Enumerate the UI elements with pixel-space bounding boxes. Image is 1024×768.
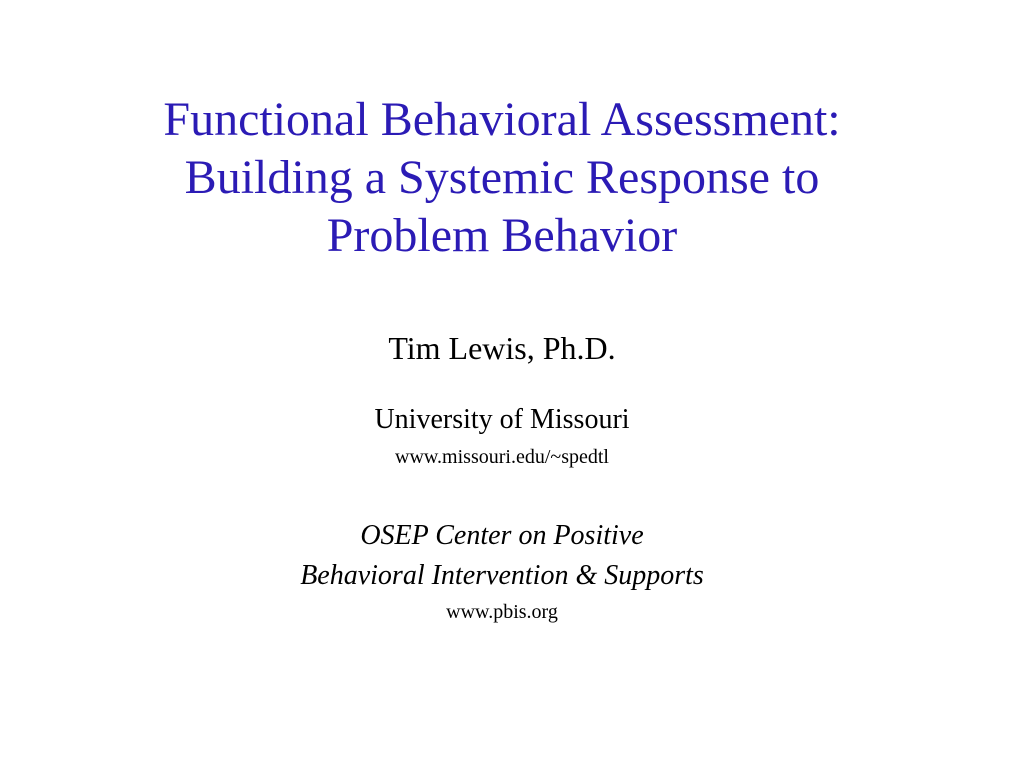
center-url: www.pbis.org: [446, 601, 558, 623]
center-name: [0, 516, 1004, 596]
center-line-2: Behavioral Intervention & Supports: [300, 560, 704, 591]
title-line-2: Building a Systemic Response to: [184, 151, 820, 204]
title-line-3: Problem Behavior: [326, 209, 678, 262]
author-name: Tim Lewis, Ph.D.: [388, 330, 616, 366]
center-line-1: OSEP Center on Positive: [360, 520, 644, 551]
university-name: University of Missouri: [374, 404, 630, 435]
university-url: www.missouri.edu/~spedtl: [395, 446, 609, 468]
slide-title: [0, 91, 1004, 265]
title-line-1: Functional Behavioral Assessment:: [163, 93, 841, 146]
